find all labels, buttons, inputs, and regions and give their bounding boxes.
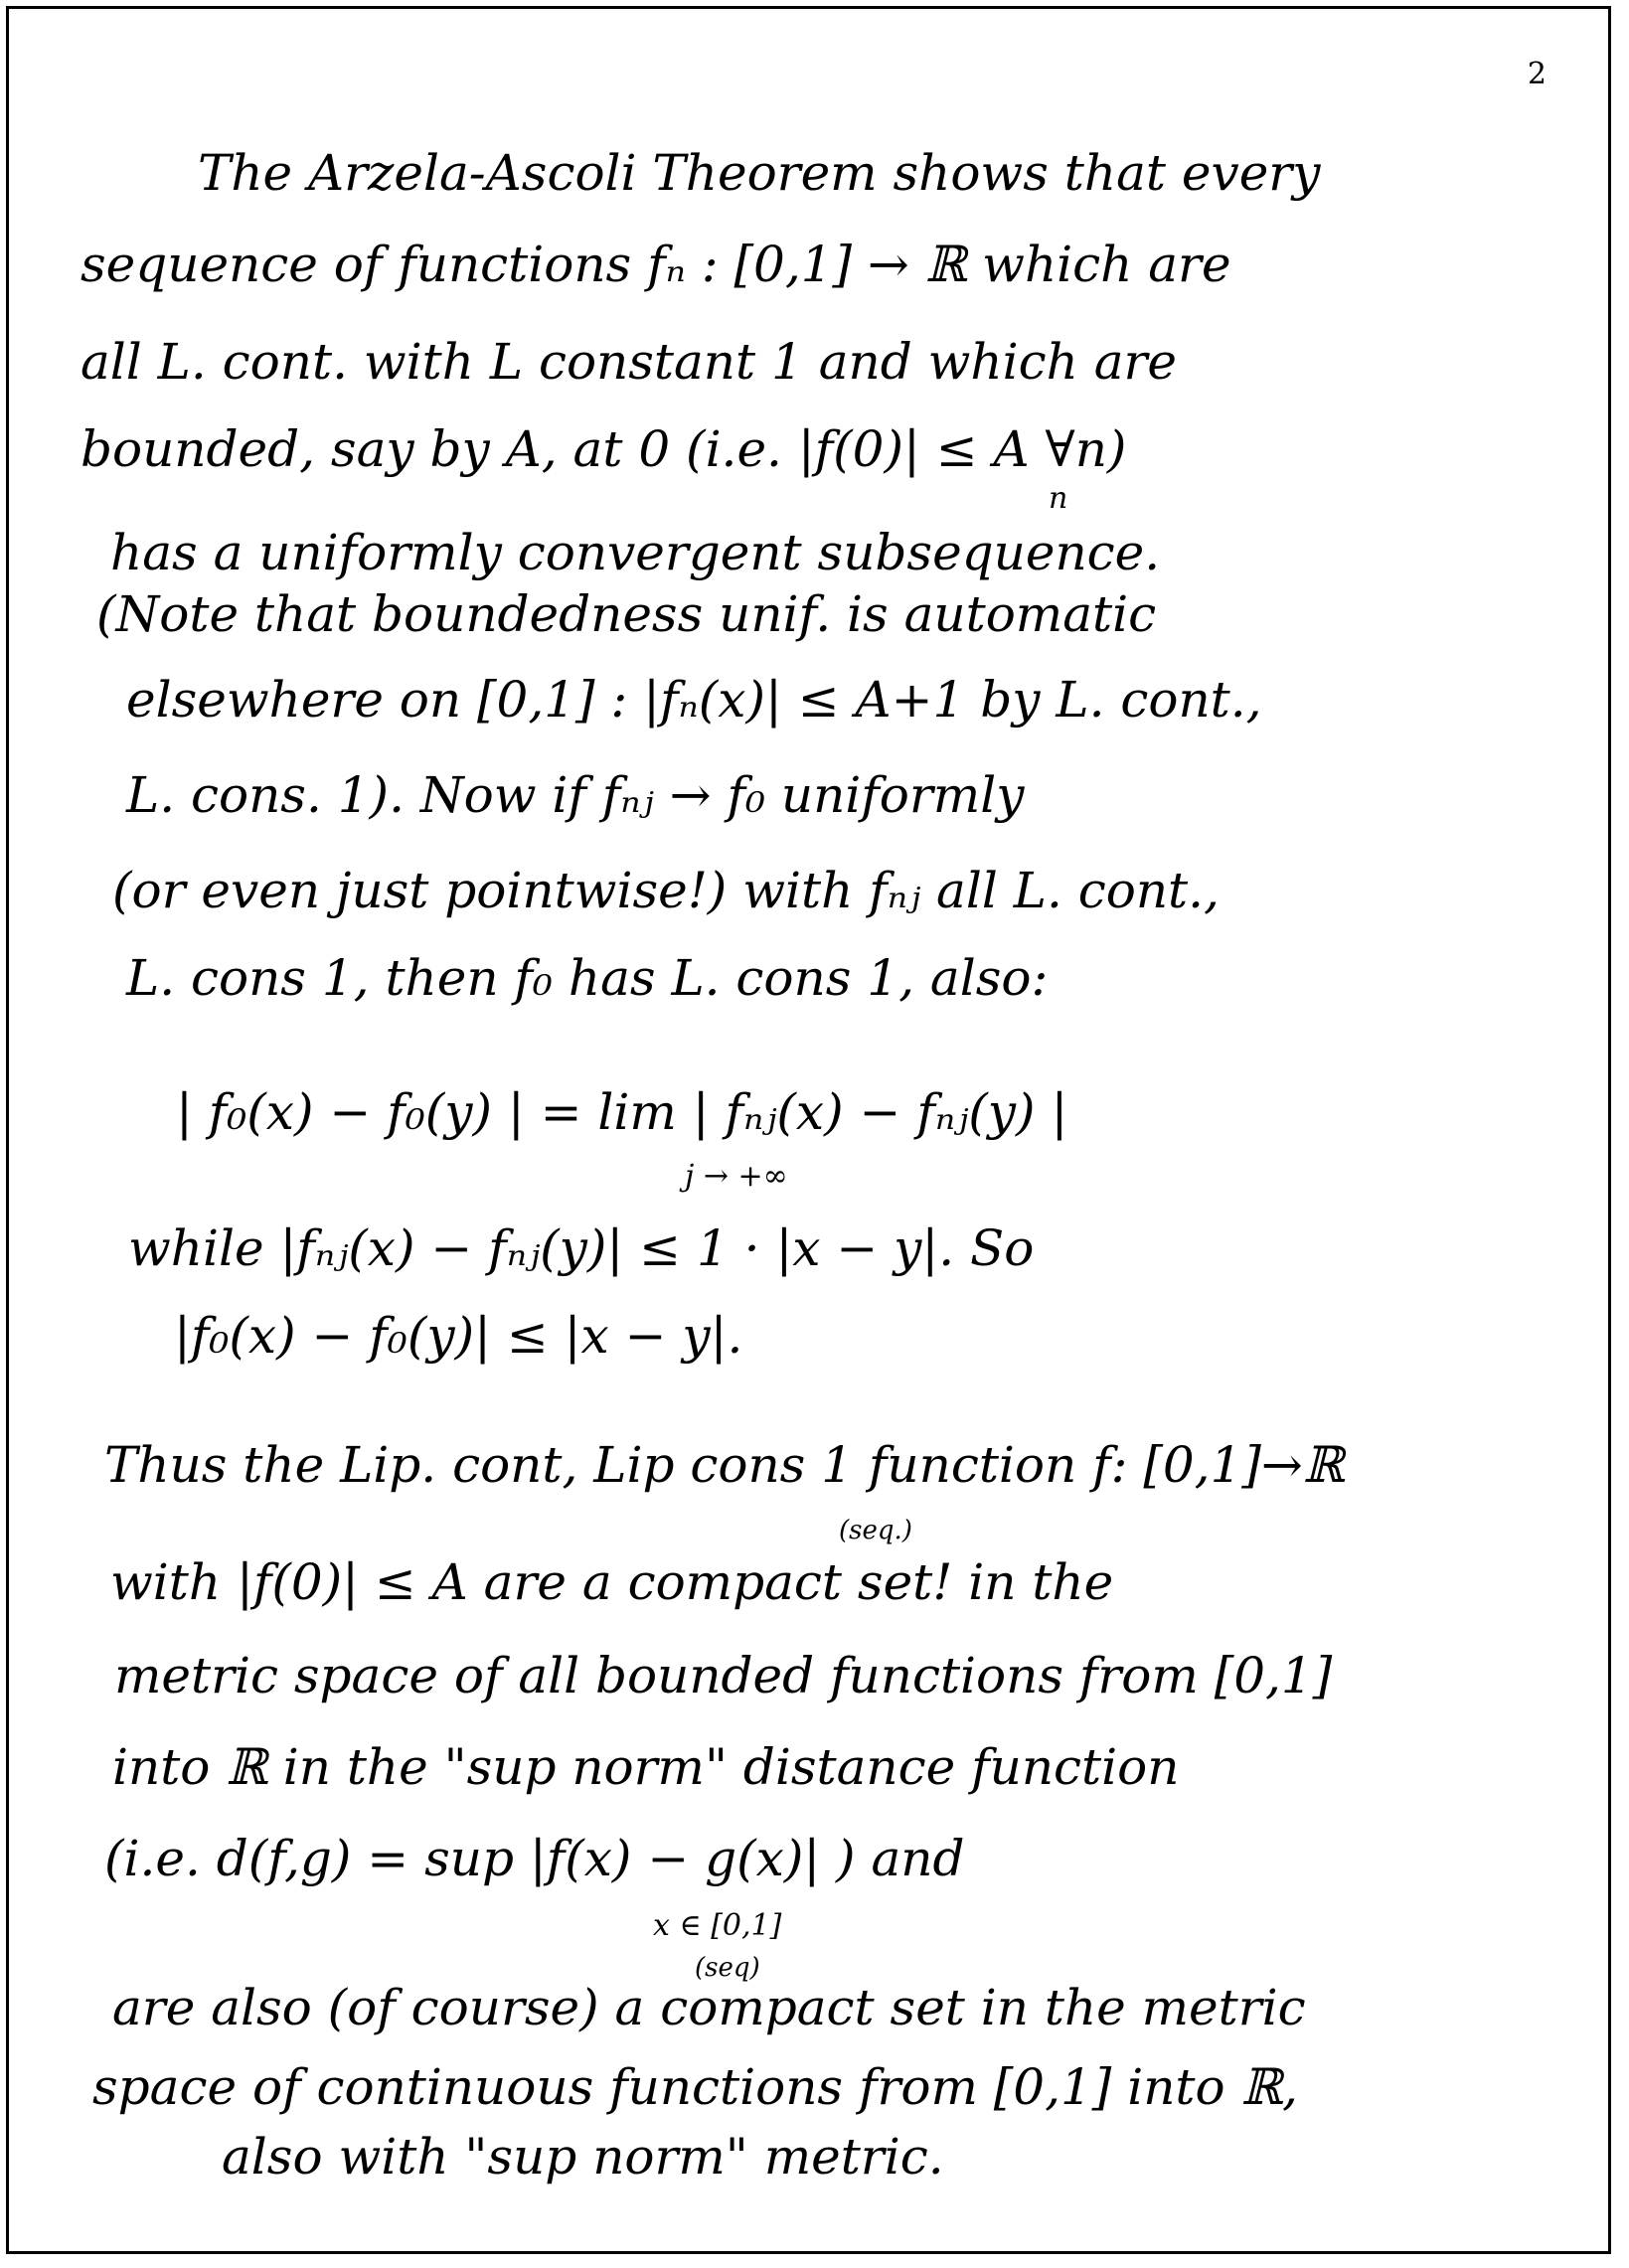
page-number: 2 — [1527, 57, 1547, 91]
text-line: elsewhere on [0,1] : |fₙ(x)| ≤ A+1 by L. cont., — [126, 671, 1262, 729]
handwritten-page — [6, 6, 1611, 2254]
text-line: (or even just pointwise!) with fₙⱼ all L. cont., — [112, 862, 1220, 919]
text-line: space of continuous functions from [0,1] into ℝ, — [92, 2058, 1298, 2116]
insertion-annotation: (seq.) — [839, 1516, 912, 1545]
limit-subscript: j → +∞ — [685, 1159, 788, 1194]
text-line: Thus the Lip. cont, Lip cons 1 function f: [0,1]→ℝ — [104, 1436, 1345, 1494]
text-line: into ℝ in the "sup norm" distance function — [112, 1738, 1180, 1796]
text-line: with |f(0)| ≤ A are a compact set! in the — [110, 1553, 1114, 1611]
text-line: are also (of course) a compact set in the metric — [112, 1979, 1306, 2036]
text-line: L. cons. 1). Now if fₙⱼ → f₀ uniformly — [126, 766, 1025, 824]
sup-subscript: x ∈ [0,1] — [653, 1908, 782, 1943]
equation-line: | f₀(x) − f₀(y) | = lim | fₙⱼ(x) − fₙⱼ(y) | — [176, 1083, 1068, 1141]
text-line: bounded, say by A, at 0 (i.e. |f(0)| ≤ A ∀n) — [81, 420, 1127, 478]
text-line: (Note that boundedness unif. is automatic — [96, 585, 1157, 643]
subscript-annotation: n — [1049, 481, 1068, 516]
text-line: L. cons 1, then f₀ has L. cons 1, also: — [126, 949, 1049, 1007]
text-line: has a uniformly convergent subsequence. — [110, 524, 1161, 581]
equation-line: while |fₙⱼ(x) − fₙⱼ(y)| ≤ 1 · |x − y|. So — [128, 1219, 1035, 1277]
equation-line: |f₀(x) − f₀(y)| ≤ |x − y|. — [174, 1307, 743, 1365]
text-line: (i.e. d(f,g) = sup |f(x) − g(x)| ) and — [104, 1830, 965, 1887]
text-line: also with "sup norm" metric. — [222, 2128, 944, 2186]
text-line: all L. cont. with L constant 1 and which are — [81, 333, 1178, 391]
text-line: metric space of all bounded functions from [0,1] — [114, 1647, 1333, 1704]
text-line: The Arzela-Ascoli Theorem shows that every — [198, 144, 1321, 202]
insertion-annotation: (seq) — [695, 1953, 760, 1983]
text-line: sequence of functions fₙ : [0,1] → ℝ which are — [81, 236, 1231, 293]
